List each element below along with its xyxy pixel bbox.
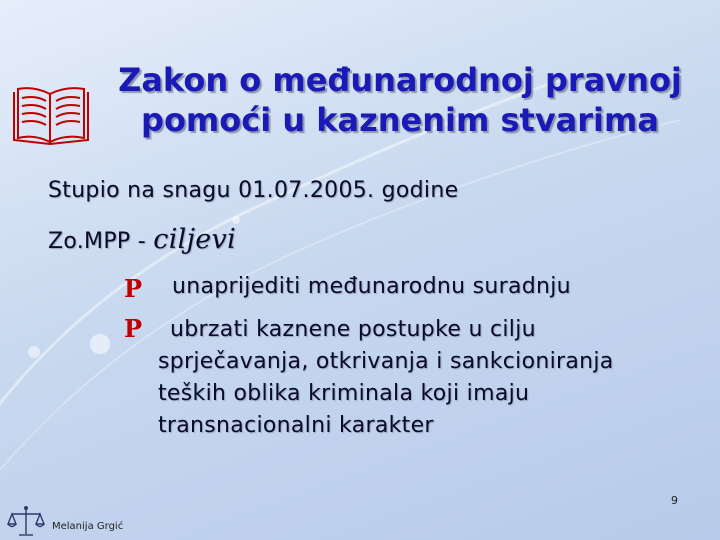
author-name: Melanija Grgić <box>52 521 124 532</box>
bullet-item-2-text: ubrzati kaznene postupke u cilju sprječavanja, otkrivanja i sankcioniranja teških oblika kriminala koji imaju transnacionalni karakter <box>158 317 614 438</box>
effective-date-line: Stupio na snagu 01.07.2005. godine <box>48 178 459 203</box>
book-icon <box>8 84 94 152</box>
bullet-marker: P <box>124 274 143 303</box>
title-line-2: pomoći u kaznenim stvarima <box>141 101 659 139</box>
page-number: 9 <box>671 494 678 507</box>
goals-prefix: Zo.MPP - <box>48 229 154 254</box>
goals-heading <box>48 224 236 255</box>
goals-emphasis: ciljevi <box>153 224 237 255</box>
bullet-item-2 <box>158 314 678 442</box>
title-line-1: Zakon o međunarodnoj pravnoj <box>118 61 682 99</box>
bullet-marker: P <box>124 314 143 343</box>
bullet-item-1: unaprijediti međunarodnu suradnju <box>172 274 571 299</box>
slide-title <box>110 60 690 140</box>
scales-of-justice-icon <box>6 504 46 538</box>
